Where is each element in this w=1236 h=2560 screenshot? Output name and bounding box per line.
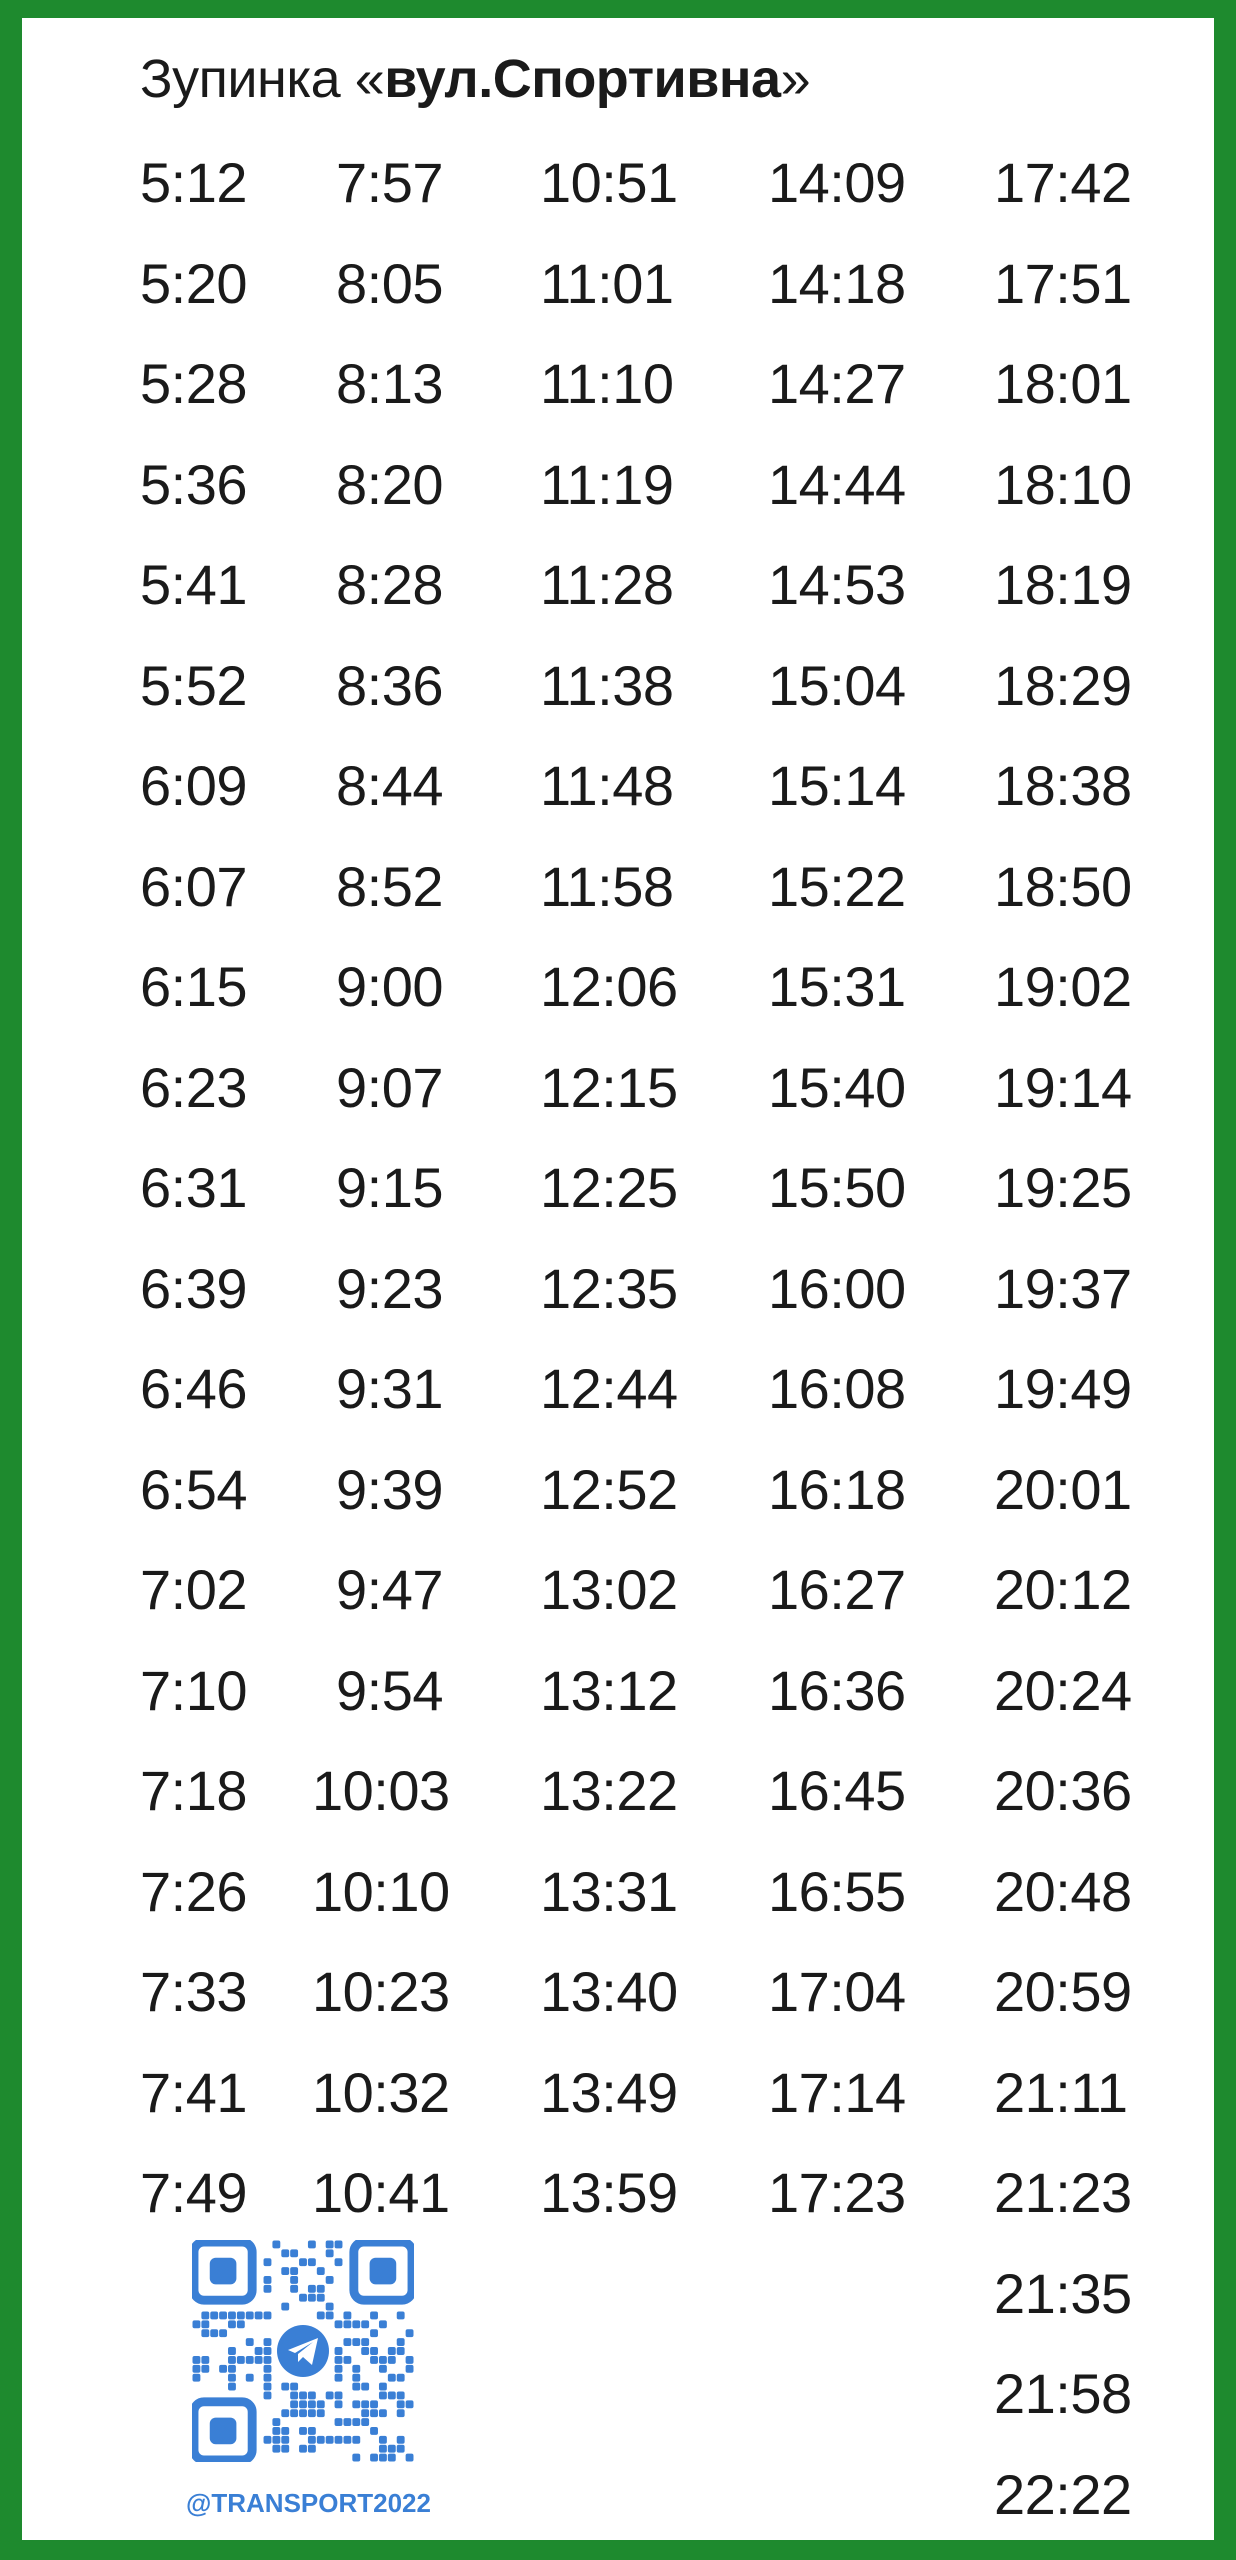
departure-time: 18:19 (994, 553, 1132, 616)
departure-time: 19:49 (994, 1357, 1132, 1420)
departure-time: 13:12 (540, 1658, 678, 1722)
departure-time: 16:08 (768, 1357, 906, 1420)
departure-time: 6:07 (140, 854, 247, 918)
departure-time: 20:12 (994, 1558, 1132, 1621)
departure-time: 15:40 (768, 1055, 906, 1119)
departure-time: 12:44 (540, 1357, 678, 1420)
departure-time: 12:06 (540, 955, 678, 1018)
departure-time: 22:22 (994, 2462, 1132, 2526)
departure-time: 7:49 (140, 2161, 247, 2224)
departure-time: 21:23 (994, 2161, 1132, 2224)
departure-time: 21:35 (994, 2261, 1132, 2325)
departure-time: 18:38 (994, 754, 1132, 817)
departure-time: 6:31 (140, 1156, 247, 1219)
departure-time: 6:46 (140, 1357, 247, 1420)
departure-time: 8:36 (336, 653, 443, 717)
departure-time: 8:13 (336, 352, 443, 415)
departure-time: 8:44 (336, 754, 443, 817)
departure-time: 20:01 (994, 1457, 1132, 1521)
departure-time: 10:10 (312, 1859, 450, 1923)
stop-title (140, 48, 810, 110)
departure-time: 7:41 (140, 2060, 247, 2124)
departure-time: 14:53 (768, 553, 906, 616)
departure-time: 10:23 (312, 1960, 450, 2023)
departure-time: 12:15 (540, 1055, 678, 1119)
departure-time: 5:52 (140, 653, 247, 717)
departure-time: 10:03 (312, 1759, 450, 1822)
departure-time: 19:25 (994, 1156, 1132, 1219)
departure-time: 20:48 (994, 1859, 1132, 1923)
departure-time: 6:39 (140, 1256, 247, 1320)
departure-time: 7:18 (140, 1759, 247, 1822)
departure-time: 6:23 (140, 1055, 247, 1119)
departure-time: 14:09 (768, 151, 906, 214)
departure-time: 20:59 (994, 1960, 1132, 2023)
departure-time: 16:18 (768, 1457, 906, 1521)
departure-time: 10:51 (540, 151, 678, 214)
departure-time: 15:31 (768, 955, 906, 1018)
departure-time: 18:50 (994, 854, 1132, 918)
departure-time: 8:05 (336, 251, 443, 315)
departure-time: 20:36 (994, 1759, 1132, 1822)
departure-time: 11:10 (540, 352, 674, 415)
departure-time: 15:04 (768, 653, 906, 717)
departure-time: 19:14 (994, 1055, 1132, 1119)
departure-time: 16:00 (768, 1256, 906, 1320)
departure-time: 9:07 (336, 1055, 443, 1119)
departure-time: 6:09 (140, 754, 247, 817)
qr-code-telegram-icon[interactable] (192, 2240, 414, 2462)
departure-time: 17:23 (768, 2161, 906, 2224)
departure-time: 11:28 (540, 553, 674, 616)
departure-time: 11:58 (540, 854, 674, 918)
departure-time: 9:15 (336, 1156, 443, 1219)
departure-time: 7:10 (140, 1658, 247, 1722)
departure-time: 12:52 (540, 1457, 678, 1521)
departure-time: 8:28 (336, 553, 443, 616)
departure-time: 9:23 (336, 1256, 443, 1320)
departure-time: 19:02 (994, 955, 1132, 1018)
departure-time: 19:37 (994, 1256, 1132, 1320)
departure-time: 12:35 (540, 1256, 678, 1320)
departure-time: 16:55 (768, 1859, 906, 1923)
departure-time: 14:27 (768, 352, 906, 415)
departure-time: 7:57 (336, 151, 443, 214)
departure-time: 11:19 (540, 452, 674, 516)
departure-time: 21:58 (994, 2362, 1132, 2425)
departure-time: 11:38 (540, 653, 674, 717)
departure-time: 21:11 (994, 2060, 1128, 2124)
departure-time: 9:00 (336, 955, 443, 1018)
departure-time: 5:12 (140, 151, 247, 214)
departure-time: 17:42 (994, 151, 1132, 214)
departure-time: 5:20 (140, 251, 247, 315)
departure-time: 13:31 (540, 1859, 678, 1923)
departure-time: 14:18 (768, 251, 906, 315)
departure-time: 13:40 (540, 1960, 678, 2023)
departure-time: 16:36 (768, 1658, 906, 1722)
departure-time: 12:25 (540, 1156, 678, 1219)
departure-time: 13:49 (540, 2060, 678, 2124)
stop-title-suffix: » (780, 49, 811, 109)
departure-time: 17:14 (768, 2060, 906, 2124)
departure-time: 9:39 (336, 1457, 443, 1521)
departure-time: 18:10 (994, 452, 1132, 516)
departure-time: 17:51 (994, 251, 1132, 315)
departure-time: 8:20 (336, 452, 443, 516)
departure-time: 15:22 (768, 854, 906, 918)
departure-time: 5:28 (140, 352, 247, 415)
departure-time: 13:22 (540, 1759, 678, 1822)
stop-title-prefix: Зупинка « (140, 49, 385, 109)
departure-time: 8:52 (336, 854, 443, 918)
departure-time: 9:47 (336, 1558, 443, 1621)
departure-time: 7:26 (140, 1859, 247, 1923)
departure-time: 18:01 (994, 352, 1132, 415)
departure-time: 16:45 (768, 1759, 906, 1822)
departure-time: 11:48 (540, 754, 674, 817)
departure-time: 10:41 (312, 2161, 450, 2224)
departure-time: 6:54 (140, 1457, 247, 1521)
departure-time: 13:02 (540, 1558, 678, 1621)
departure-time: 9:31 (336, 1357, 443, 1420)
telegram-handle[interactable]: @TRANSPORT2022 (186, 2488, 431, 2518)
departure-time: 6:15 (140, 955, 247, 1018)
departure-time: 18:29 (994, 653, 1132, 717)
departure-time: 5:36 (140, 452, 247, 516)
departure-time: 20:24 (994, 1658, 1132, 1722)
departure-time: 11:01 (540, 251, 674, 315)
departure-time: 7:02 (140, 1558, 247, 1621)
departure-time: 5:41 (140, 553, 247, 616)
departure-time: 15:14 (768, 754, 906, 817)
departure-time: 10:32 (312, 2060, 450, 2124)
departure-time: 13:59 (540, 2161, 678, 2224)
departure-time: 17:04 (768, 1960, 906, 2023)
departure-time: 7:33 (140, 1960, 247, 2023)
departure-time: 16:27 (768, 1558, 906, 1621)
stop-name: вул.Спортивна (384, 49, 781, 109)
departure-time: 9:54 (336, 1658, 443, 1722)
departure-time: 14:44 (768, 452, 906, 516)
departure-time: 15:50 (768, 1156, 906, 1219)
